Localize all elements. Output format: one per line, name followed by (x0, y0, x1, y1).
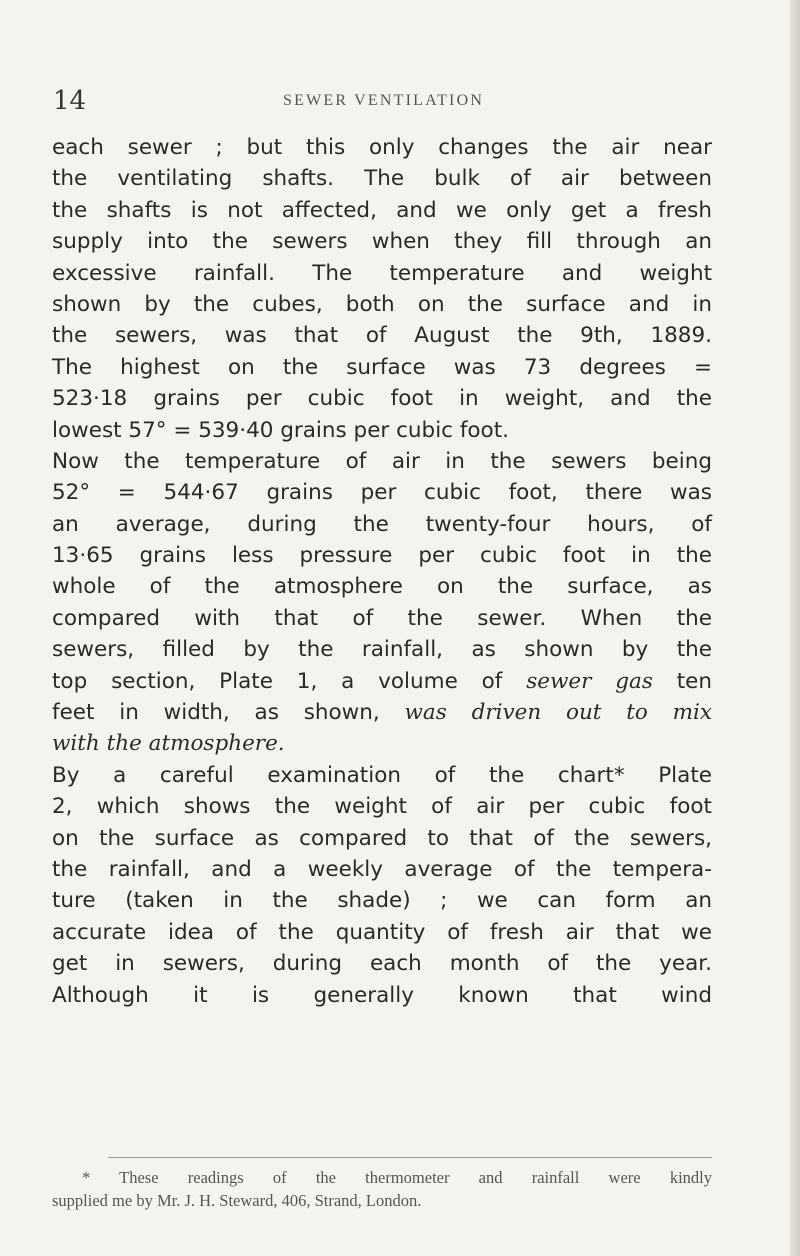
text-line: 13·65 grains less pressure per cubic foot in the (52, 543, 712, 569)
footnote (52, 1166, 712, 1212)
italic-atmosphere: with the atmosphere. (52, 731, 285, 757)
text-line: on the surface as compared to that of the sewers, (52, 825, 712, 851)
text-line-mixed (52, 666, 712, 697)
text-line: the rainfall, and a weekly average of the tempera- (52, 856, 712, 882)
text-line: get in sewers, during each month of the year. (52, 951, 712, 977)
text-line: whole of the atmosphere on the surface, as (52, 574, 712, 600)
page-edge-shadow (790, 0, 800, 1256)
running-title: SEWER VENTILATION (283, 92, 485, 109)
text-segment: feet in width, as shown, (52, 700, 380, 726)
text-line: shown by the cubes, both on the surface and in (52, 291, 712, 317)
body-text (52, 132, 712, 1011)
text-line: the shafts is not affected, and we only get a fresh (52, 197, 712, 223)
text-line: lowest 57° = 539·40 grains per cubic foot. (52, 417, 509, 443)
text-line: The highest on the surface was 73 degrees = (52, 354, 712, 380)
text-line: Now the temperature of air in the sewers being (52, 448, 712, 474)
text-line-mixed (52, 697, 712, 728)
text-line: By a careful examination of the chart* Plate (52, 762, 712, 788)
text-segment: ten (652, 668, 712, 694)
page-number: 14 (53, 86, 87, 116)
italic-sewer-gas: sewer gas (526, 668, 653, 694)
text-line: Although it is generally known that wind (52, 982, 712, 1008)
text-line: sewers, filled by the rainfall, as shown by the (52, 637, 712, 663)
text-line: 52° = 544·67 grains per cubic foot, there was (52, 480, 712, 506)
text-line: compared with that of the sewer. When the (52, 605, 712, 631)
italic-driven-out: was driven out to mix (404, 700, 712, 726)
page-header (0, 86, 800, 116)
footnote-line: * These readings of the thermometer and rainfall were kindly (82, 1168, 712, 1187)
footnote-divider (108, 1157, 712, 1158)
text-line: supply into the sewers when they fill through an (52, 229, 712, 255)
text-line: ture (taken in the shade) ; we can form an (52, 888, 712, 914)
text-line: accurate idea of the quantity of fresh air that we (52, 919, 712, 945)
text-line: 523·18 grains per cubic foot in weight, and the (52, 386, 712, 412)
text-line: the sewers, was that of August the 9th, 1889. (52, 323, 712, 349)
text-line: the ventilating shafts. The bulk of air between (52, 166, 712, 192)
footnote-line: supplied me by Mr. J. H. Steward, 406, Strand, London. (52, 1191, 422, 1210)
text-line: an average, during the twenty-four hours, of (52, 511, 712, 537)
text-line: excessive rainfall. The temperature and weight (52, 260, 712, 286)
text-line: each sewer ; but this only changes the air near (52, 135, 712, 160)
text-segment: top section, Plate 1, a volume of (52, 668, 503, 694)
text-line: 2, which shows the weight of air per cubic foot (52, 794, 712, 820)
